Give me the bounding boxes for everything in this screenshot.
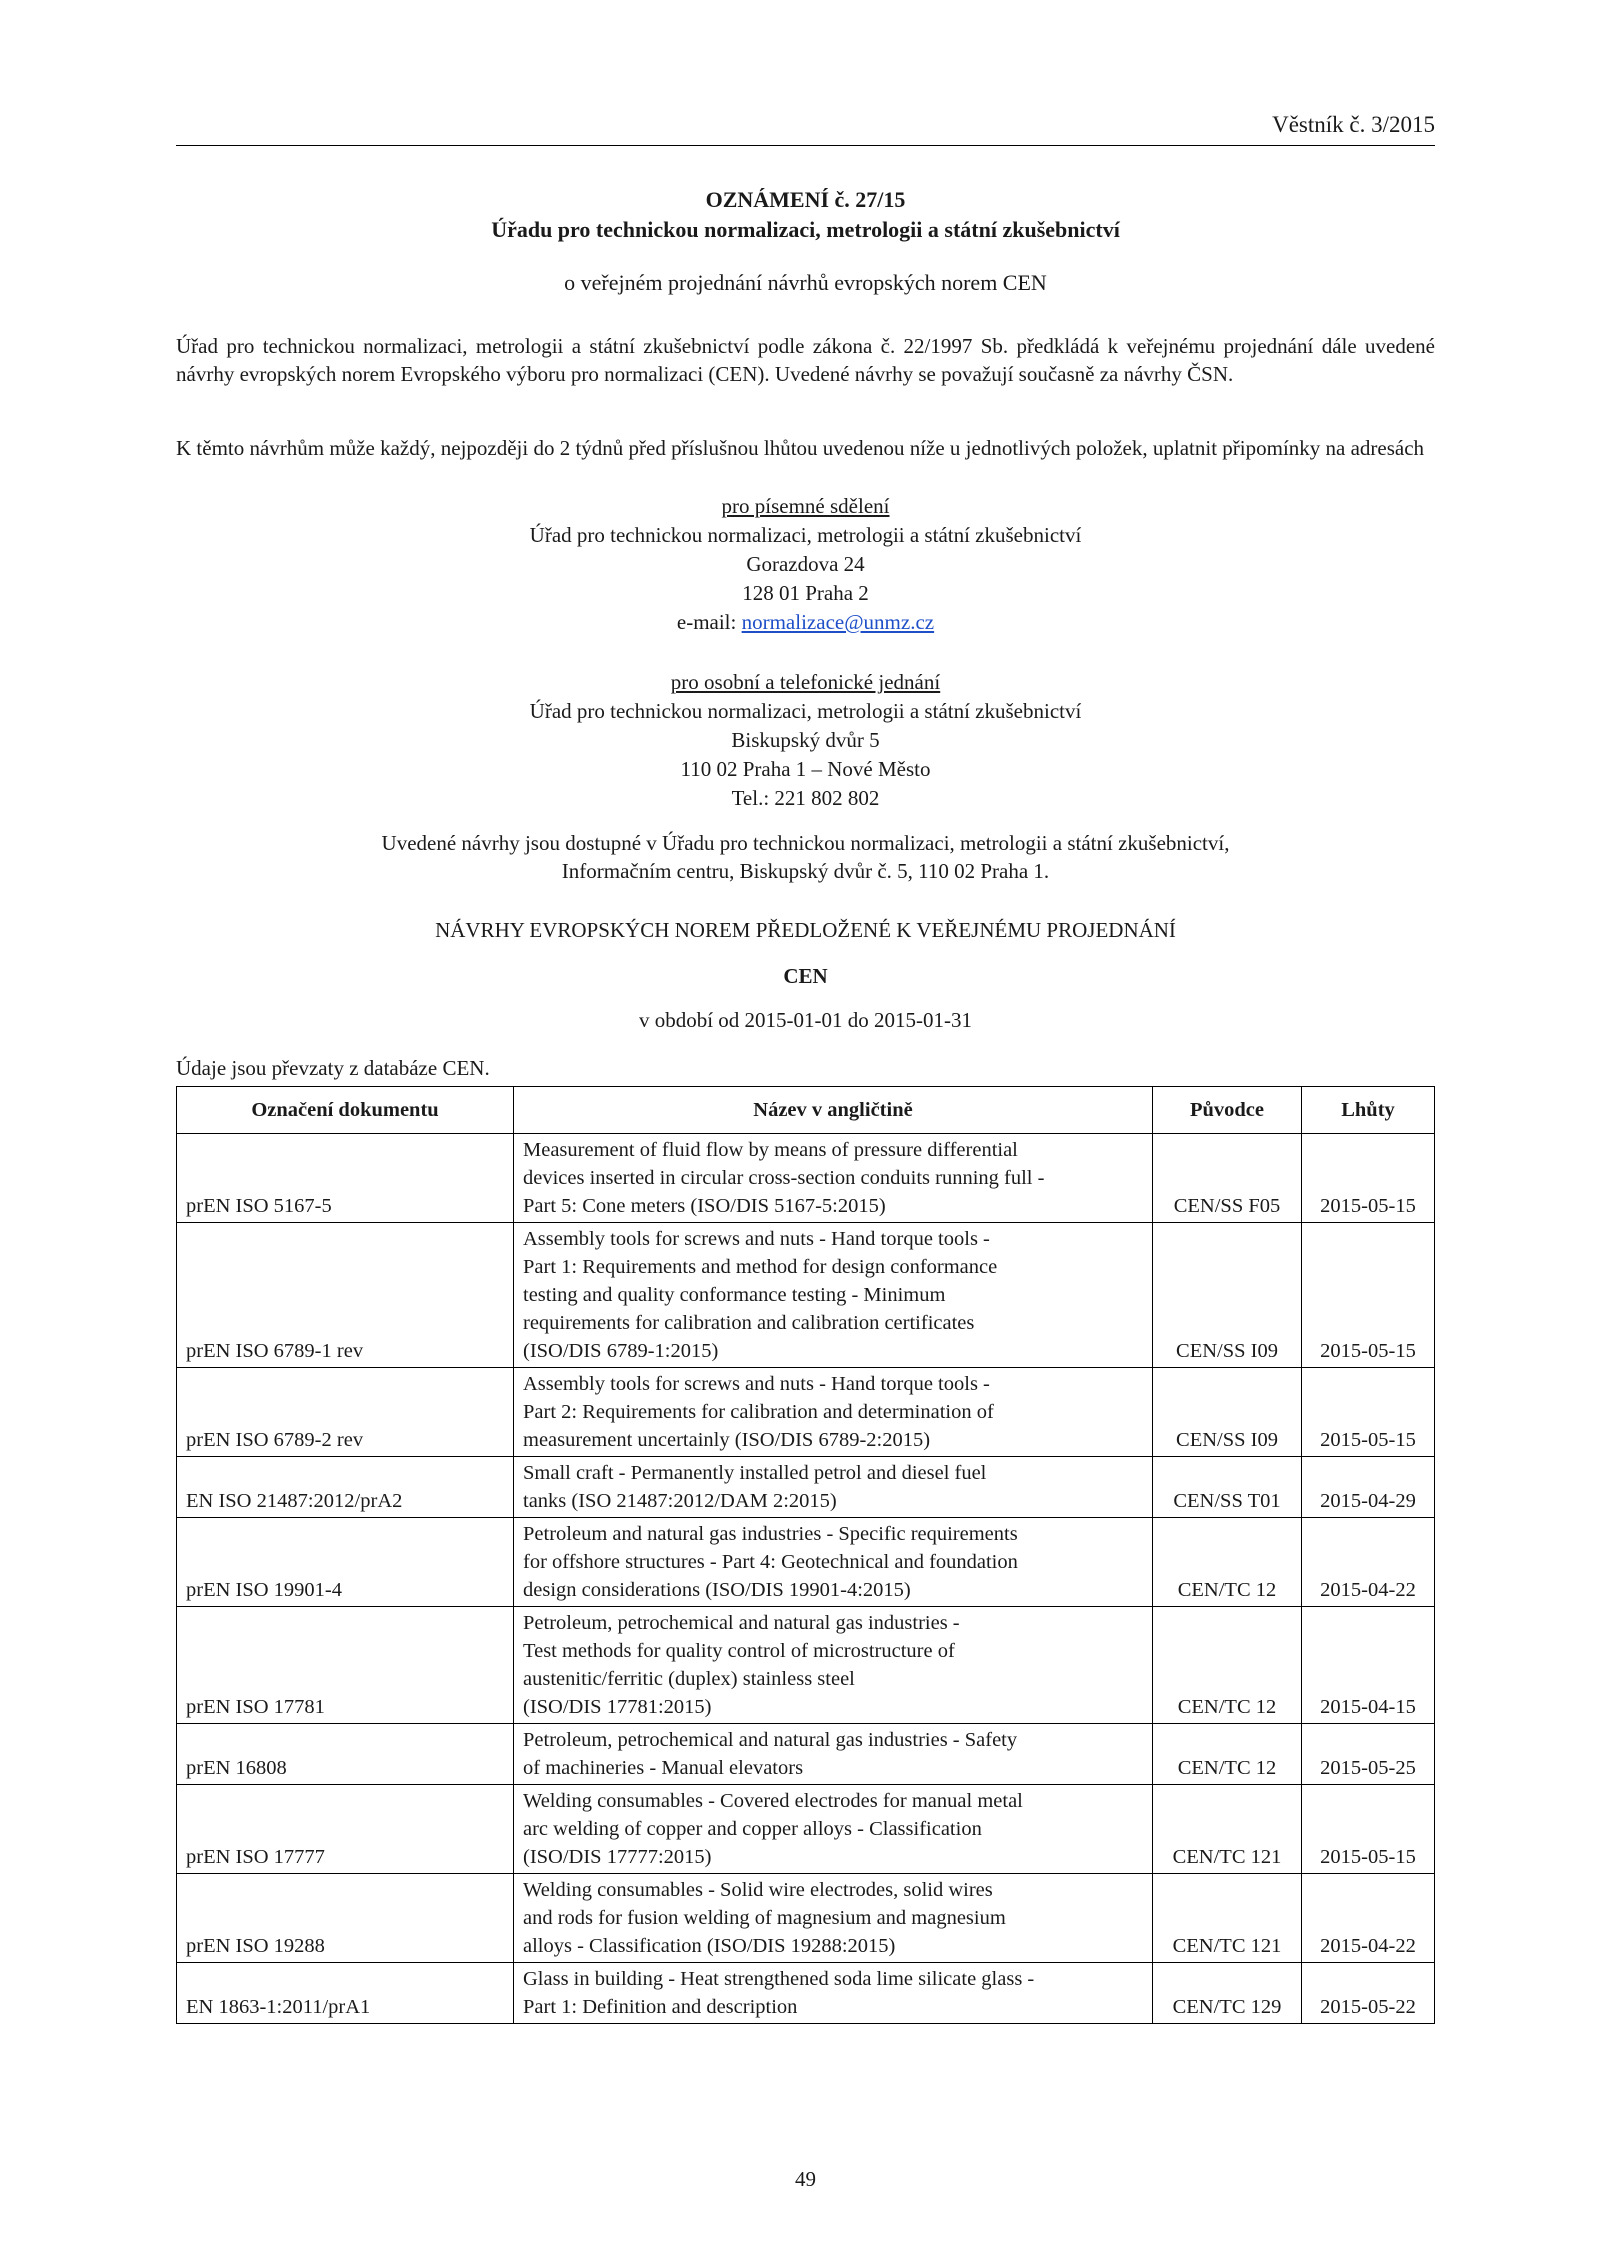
email-label: e-mail: — [676, 610, 742, 634]
document-id-cell: prEN ISO 5167-5 — [177, 1134, 514, 1223]
title-line: tanks (ISO 21487:2012/DAM 2:2015) — [523, 1490, 837, 1512]
announcement-subtitle: o veřejném projednání návrhů evropských norem CEN — [564, 270, 1047, 295]
title-line: arc welding of copper and copper alloys - Classification — [523, 1818, 982, 1840]
deadline-cell: 2015-05-15 — [1302, 1368, 1435, 1457]
header-rule — [176, 145, 1435, 146]
written-contact-heading: pro písemné sdělení — [721, 494, 890, 518]
english-title-cell — [514, 1874, 1153, 1963]
availability-line-1: Uvedené návrhy jsou dostupné v Úřadu pro technickou normalizaci, metrologii a státní zkušebnictví, — [381, 831, 1230, 855]
document-id-cell: EN ISO 21487:2012/prA2 — [177, 1457, 514, 1518]
title-line: design considerations (ISO/DIS 19901-4:2015) — [523, 1579, 911, 1601]
announcement-number: OZNÁMENÍ č. 27/15 — [705, 187, 906, 212]
origin-cell: CEN/SS I09 — [1153, 1223, 1302, 1368]
title-line: of machineries - Manual elevators — [523, 1757, 804, 1779]
intro-paragraph-2: K těmto návrhům může každý, nejpozději do 2 týdnů před příslušnou lhůtou uvedenou níže u jednotlivých položek, uplatnit připomínky na adresách — [176, 436, 1425, 460]
written-contact-city: 128 01 Praha 2 — [742, 581, 869, 605]
table-row — [177, 1607, 1435, 1724]
table-row — [177, 1518, 1435, 1607]
table-header-row — [177, 1087, 1435, 1134]
header-english-title: Název v angličtině — [514, 1087, 1153, 1134]
written-contact-block — [176, 492, 1435, 637]
table-row — [177, 1724, 1435, 1785]
document-id-cell: prEN 16808 — [177, 1724, 514, 1785]
title-line: Petroleum and natural gas industries - Specific requirements — [523, 1523, 1018, 1545]
announcement-title — [176, 185, 1435, 245]
english-title-cell — [514, 1368, 1153, 1457]
personal-contact-street: Biskupský dvůr 5 — [731, 728, 880, 752]
email-line — [176, 608, 1435, 637]
english-title-cell — [514, 1134, 1153, 1223]
table-row — [177, 1134, 1435, 1223]
title-line: Measurement of fluid flow by means of pressure differential — [523, 1139, 1018, 1161]
title-line: requirements for calibration and calibration certificates — [523, 1312, 975, 1334]
english-title-cell — [514, 1963, 1153, 2024]
origin-cell: CEN/SS F05 — [1153, 1134, 1302, 1223]
table-row — [177, 1785, 1435, 1874]
deadline-cell: 2015-05-15 — [1302, 1223, 1435, 1368]
section-heading: NÁVRHY EVROPSKÝCH NOREM PŘEDLOŽENÉ K VEŘEJNÉMU PROJEDNÁNÍ — [435, 918, 1176, 942]
origin-cell: CEN/TC 121 — [1153, 1874, 1302, 1963]
section-period: v období od 2015-01-01 do 2015-01-31 — [638, 1008, 973, 1032]
deadline-cell: 2015-05-15 — [1302, 1785, 1435, 1874]
title-line: Welding consumables - Covered electrodes for manual metal — [523, 1790, 1023, 1812]
header-origin: Původce — [1153, 1087, 1302, 1134]
personal-contact-city: 110 02 Praha 1 – Nové Město — [680, 757, 931, 781]
title-line: Part 1: Requirements and method for design conformance — [523, 1256, 998, 1278]
title-line: alloys - Classification (ISO/DIS 19288:2015) — [523, 1935, 896, 1957]
origin-cell: CEN/SS T01 — [1153, 1457, 1302, 1518]
document-id-cell: prEN ISO 19901-4 — [177, 1518, 514, 1607]
header-document-id: Označení dokumentu — [177, 1087, 514, 1134]
document-id-cell: prEN ISO 6789-2 rev — [177, 1368, 514, 1457]
title-line: and rods for fusion welding of magnesium and magnesium — [523, 1907, 1006, 1929]
origin-cell: CEN/TC 129 — [1153, 1963, 1302, 2024]
personal-contact-heading: pro osobní a telefonické jednání — [670, 670, 941, 694]
title-line: devices inserted in circular cross-section conduits running full - — [523, 1167, 1045, 1189]
table-row — [177, 1368, 1435, 1457]
title-line: for offshore structures - Part 4: Geotechnical and foundation — [523, 1551, 1018, 1573]
table-row — [177, 1223, 1435, 1368]
document-id-cell: prEN ISO 17777 — [177, 1785, 514, 1874]
title-line: Assembly tools for screws and nuts - Hand torque tools - — [523, 1228, 990, 1250]
origin-cell: CEN/TC 121 — [1153, 1785, 1302, 1874]
origin-cell: CEN/TC 12 — [1153, 1724, 1302, 1785]
title-line: Petroleum, petrochemical and natural gas industries - Safety — [523, 1729, 1018, 1751]
email-link[interactable]: normalizace@unmz.cz — [741, 610, 935, 634]
table-body — [177, 1134, 1435, 2024]
title-line: Petroleum, petrochemical and natural gas industries - — [523, 1612, 960, 1634]
deadline-cell: 2015-05-22 — [1302, 1963, 1435, 2024]
title-line: Welding consumables - Solid wire electrodes, solid wires — [523, 1879, 993, 1901]
table-row — [177, 1457, 1435, 1518]
english-title-cell — [514, 1223, 1153, 1368]
title-line: Test methods for quality control of microstructure of — [523, 1640, 955, 1662]
title-line: Small craft - Permanently installed petrol and diesel fuel — [523, 1462, 987, 1484]
origin-cell: CEN/SS I09 — [1153, 1368, 1302, 1457]
table-row — [177, 1963, 1435, 2024]
english-title-cell — [514, 1457, 1153, 1518]
title-line: Glass in building - Heat strengthened soda lime silicate glass - — [523, 1968, 1035, 1990]
table-row — [177, 1874, 1435, 1963]
availability-line-2: Informačním centru, Biskupský dvůr č. 5, 110 02 Praha 1. — [561, 859, 1050, 883]
page-number: 49 — [795, 2167, 816, 2191]
english-title-cell — [514, 1607, 1153, 1724]
deadline-cell: 2015-04-15 — [1302, 1607, 1435, 1724]
standards-table — [176, 1086, 1435, 2024]
title-line: austenitic/ferritic (duplex) stainless steel — [523, 1668, 855, 1690]
title-line: testing and quality conformance testing - Minimum — [523, 1284, 946, 1306]
title-line: measurement uncertainly (ISO/DIS 6789-2:2015) — [523, 1429, 931, 1451]
title-line: (ISO/DIS 6789-1:2015) — [523, 1340, 719, 1362]
announcement-issuer: Úřadu pro technickou normalizaci, metrologii a státní zkušebnictví — [491, 217, 1120, 242]
data-source-note: Údaje jsou převzaty z databáze CEN. — [176, 1056, 490, 1080]
deadline-cell: 2015-04-22 — [1302, 1874, 1435, 1963]
title-line: (ISO/DIS 17777:2015) — [523, 1846, 712, 1868]
title-line: Part 1: Definition and description — [523, 1996, 798, 2018]
document-id-cell: EN 1863-1:2011/prA1 — [177, 1963, 514, 2024]
personal-contact-block — [176, 668, 1435, 813]
deadline-cell: 2015-05-25 — [1302, 1724, 1435, 1785]
section-org: CEN — [783, 964, 828, 988]
deadline-cell: 2015-04-29 — [1302, 1457, 1435, 1518]
availability-note — [176, 829, 1435, 885]
english-title-cell — [514, 1518, 1153, 1607]
intro-paragraph-1: Úřad pro technickou normalizaci, metrologii a státní zkušebnictví podle zákona č. 22/1997 Sb. předkládá k veřejnému projednání dále uvedené návrhy evropských norem Evropského výboru pro normalizaci (CEN). Uvedené návrhy se považují současně za návrhy ČSN. — [176, 334, 1435, 386]
personal-contact-org: Úřad pro technickou normalizaci, metrologii a státní zkušebnictví — [529, 699, 1082, 723]
title-line: Assembly tools for screws and nuts - Hand torque tools - — [523, 1373, 990, 1395]
header-deadline: Lhůty — [1302, 1087, 1435, 1134]
document-id-cell: prEN ISO 19288 — [177, 1874, 514, 1963]
written-contact-org: Úřad pro technickou normalizaci, metrologii a státní zkušebnictví — [529, 523, 1082, 547]
journal-header: Věstník č. 3/2015 — [1272, 112, 1435, 137]
title-line: Part 5: Cone meters (ISO/DIS 5167-5:2015) — [523, 1195, 886, 1217]
document-id-cell: prEN ISO 6789-1 rev — [177, 1223, 514, 1368]
origin-cell: CEN/TC 12 — [1153, 1518, 1302, 1607]
english-title-cell — [514, 1724, 1153, 1785]
deadline-cell: 2015-04-22 — [1302, 1518, 1435, 1607]
english-title-cell — [514, 1785, 1153, 1874]
document-id-cell: prEN ISO 17781 — [177, 1607, 514, 1724]
personal-contact-phone: Tel.: 221 802 802 — [731, 786, 880, 810]
deadline-cell: 2015-05-15 — [1302, 1134, 1435, 1223]
written-contact-street: Gorazdova 24 — [746, 552, 865, 576]
origin-cell: CEN/TC 12 — [1153, 1607, 1302, 1724]
title-line: Part 2: Requirements for calibration and determination of — [523, 1401, 994, 1423]
title-line: (ISO/DIS 17781:2015) — [523, 1696, 712, 1718]
